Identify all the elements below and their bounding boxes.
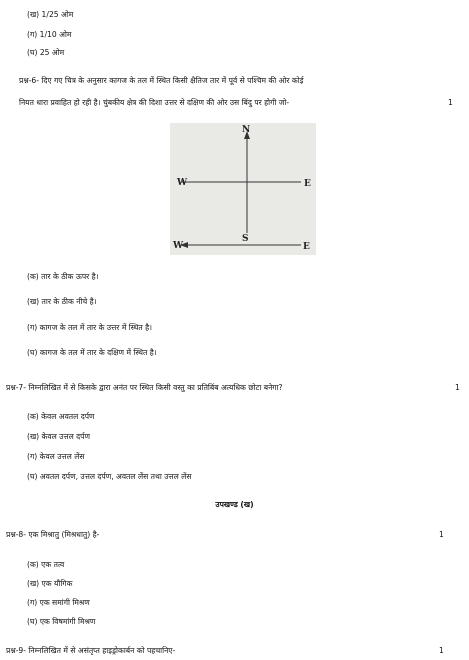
q6-text-line2: नियत धारा प्रवाहित हो रही है। चुंबकीय क्षेत्र की दिशा उत्तर से दक्षिण की ओर उस बिंदु पर होगी जो- (19, 98, 290, 107)
q9-marks: 1 (439, 646, 444, 655)
q6-option-d: (घ) कागज के तल में तार के दक्षिण में स्थित है। (27, 348, 157, 357)
q6-option-c: (ग) कागज के तल में तार के उत्तर में स्थित है। (27, 323, 153, 332)
q7-option-c: (ग) केवल उत्तल लेंस (27, 452, 85, 461)
q8-text: प्रश्न-8- एक मिश्रातु (मिश्रधातु) है- (6, 530, 100, 539)
q5-option-d: (घ) 25 ओम (27, 48, 65, 57)
q6-text-line1: प्रश्न-6- दिए गए चित्र के अनुसार कागज के तल में स्थित किसी क्षैतिज तार में पूर्व से पश्चिम की ओर कोई (19, 76, 304, 85)
section-heading: उपखण्ड (ख) (215, 500, 254, 509)
q5-option-b: (ख) 1/25 ओम (27, 10, 74, 19)
q8-option-a: (क) एक तत्व (27, 560, 65, 569)
q8-option-c: (ग) एक समांगी मिश्रण (27, 598, 90, 607)
q5-option-c: (ग) 1/10 ओम (27, 30, 72, 39)
figure-label-n: N (242, 125, 251, 135)
figure-label-s: S (242, 234, 249, 244)
q9-text: प्रश्न-9- निम्नलिखित में से असंतृप्त हाइड्रोकार्बन को पहचानिए- (6, 646, 176, 655)
figure-label-e: E (304, 179, 311, 189)
q7-marks: 1 (455, 383, 460, 392)
q8-option-d: (घ) एक विषमांगी मिश्रण (27, 617, 96, 626)
q8-marks: 1 (439, 530, 444, 539)
q6-option-a: (क) तार के ठीक ऊपर है। (27, 272, 99, 281)
q7-option-b: (ख) केवल उत्तल दर्पण (27, 432, 90, 441)
q7-option-a: (क) केवल अवतल दर्पण (27, 412, 95, 421)
q7-option-d: (घ) अवतल दर्पण, उत्तल दर्पण, अवतल लेंस तथा उत्तल लेंस (27, 472, 192, 481)
q8-option-b: (ख) एक यौगिक (27, 579, 73, 588)
q6-figure (170, 123, 316, 255)
figure-label-w2: W (173, 241, 184, 251)
figure-label-e2: E (303, 242, 310, 252)
q6-marks: 1 (448, 98, 453, 107)
q7-text: प्रश्न-7- निम्नलिखित में से किसके द्वारा अनंत पर स्थित किसी वस्तु का प्रतिबिंब अत्यधिक छोटा बनेगा? (6, 383, 283, 392)
figure-label-w: W (177, 178, 188, 188)
compass-diagram (170, 123, 316, 255)
q6-option-b: (ख) तार के ठीक नीचे है। (27, 297, 97, 306)
